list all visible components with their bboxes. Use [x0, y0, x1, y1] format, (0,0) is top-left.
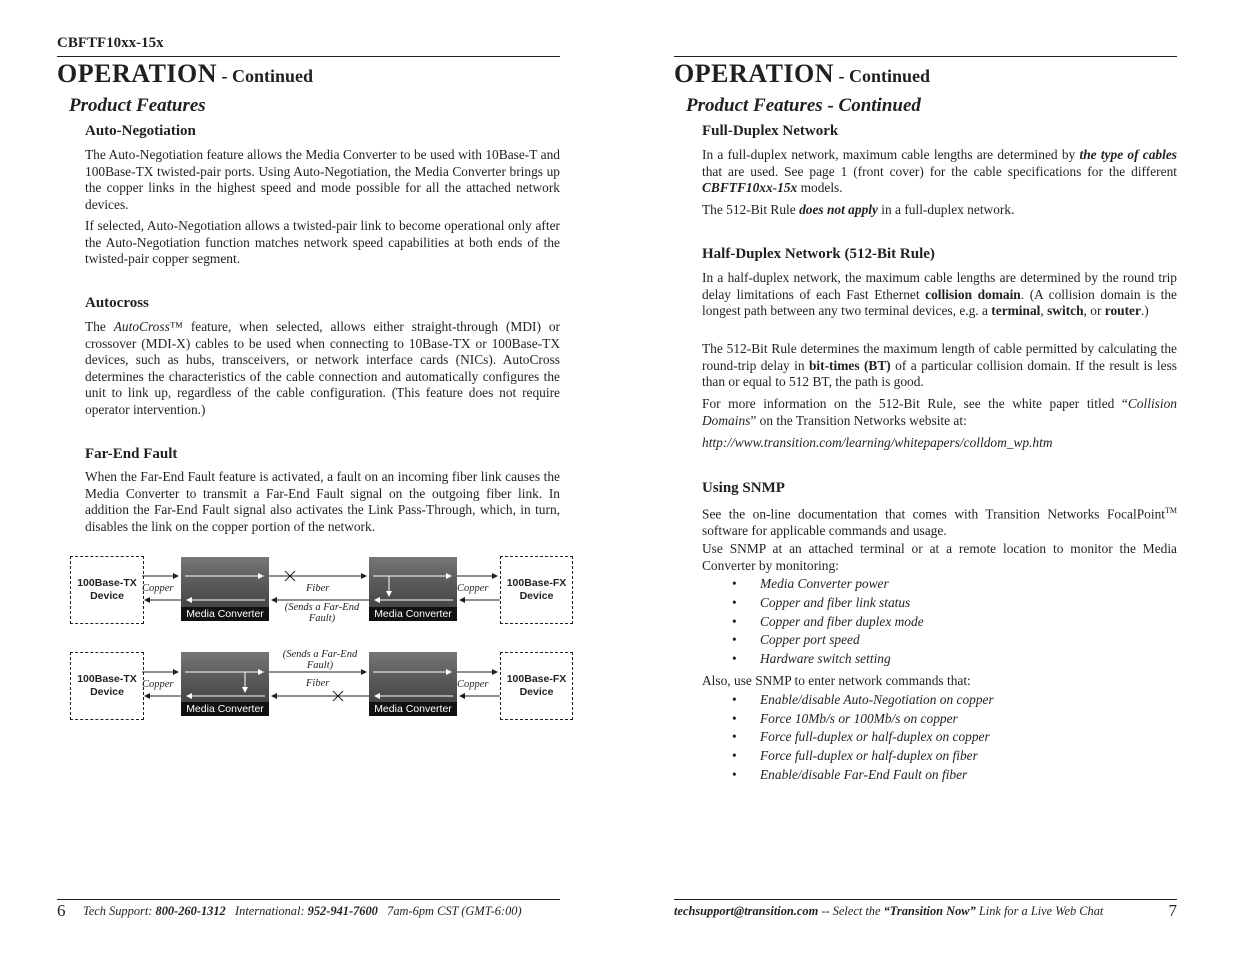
- page-number: 6: [57, 901, 66, 920]
- autocross-text-b: feature, when selected, allows either straight-through (MDI) or crossover (MDI-X) cables to be used when connecting to 10Base-TX or 100Base-TX devices, such as hubs, transceivers, or network interface cards (NICs). AutoCross determines the characteristics of the cable connection and automatically configures the unit to link up, regardless of the cable configuration. (This feature does not require operator intervention.): [85, 319, 560, 417]
- hd3-title: Collision Domains: [702, 396, 1177, 428]
- model-number: CBFTF10xx-15x: [57, 35, 164, 51]
- footer-rule: [57, 899, 560, 900]
- page-number: 7: [1168, 901, 1177, 920]
- media-converter-label: Media Converter: [369, 607, 457, 621]
- footer-text-b: Link for a Live Web Chat: [975, 904, 1104, 918]
- hd-end: .): [1140, 303, 1149, 318]
- hd-switch: switch: [1047, 303, 1084, 318]
- diagram2-fx-device: 100Base-FX Device: [500, 652, 573, 720]
- diagram1-fx-device: 100Base-FX Device: [500, 556, 573, 624]
- ts-label: Tech Support:: [83, 904, 156, 918]
- hd-collision-domain: collision domain: [925, 286, 1021, 302]
- media-converter-label: Media Converter: [369, 702, 457, 716]
- fd2-text-a: The 512-Bit Rule: [702, 202, 800, 217]
- header-rule: [674, 56, 1177, 57]
- fd-cable-type: the type of cables: [1079, 147, 1177, 162]
- diagram1-fiber: Fiber: [306, 583, 330, 594]
- diagram1-copper-left: Copper: [142, 583, 174, 594]
- media-converter-label: Media Converter: [181, 607, 269, 621]
- list-item-text: Media Converter power: [760, 576, 889, 591]
- list-item-text: Enable/disable Far-End Fault on fiber: [760, 767, 968, 782]
- diagram2-copper-right: Copper: [457, 679, 489, 690]
- hd-text-c: . (A collision domain is the longest path between any two terminal devices, e.g. a: [702, 286, 1177, 318]
- media-converter-label: Media Converter: [181, 702, 269, 716]
- full-duplex-heading: Full-Duplex Network: [702, 123, 839, 139]
- ts-phone: 800-260-1312: [155, 904, 226, 918]
- section-title: Product Features - Continued: [686, 95, 921, 116]
- autocross-heading: Autocross: [85, 295, 149, 311]
- intl-label: International:: [225, 904, 308, 918]
- intl-phone: 952-941-7600: [307, 904, 378, 918]
- fd-model: CBFTF10xx-15x: [702, 180, 798, 195]
- hd2-bit-times: bit-times (BT): [808, 357, 891, 373]
- half-duplex-para-1: [702, 270, 1177, 320]
- hours: 7am-6pm CST (GMT-6:00): [377, 904, 522, 918]
- fd-text-a: In a full-duplex network, maximum cable lengths are determined by: [702, 147, 1080, 162]
- right-page: OPERATION - Continued Product Features - Continued Full-Duplex Network In a full-duplex network, maximum cable lengths are determined by the type of cables that are used. See page 1 (front cover) for the cable specifications for the different CBFTF10xx-15x models. The 512-Bit Rule does not apply in a full-duplex network. Half-Duplex Network (512-Bit Rule) In a half-duplex network, the maximum cable lengths are determined by the round trip delay limitations of each Fast Ethernet collision domain. (A collision domain is the longest path between any two terminal devices, e.g. a terminal, switch, or router.) The 512-Bit Rule determines the maximum length of cable permitted by calculating the round-trip delay in bit-times (BT) of a particular collision domain. If the result is less than or equal to 512 BT, the path is good. For more information on the 512-Bit Rule, see the white paper titled “Collision Domains” on the Transition Networks website at: http://www.transition.com/learning/whitepapers/colldom_wp.htm Using SNMP See the on-line documentation that comes with Transition Networks FocalPoint™ software for applicable commands and usage. Use SNMP at an attached terminal or at a remote location to monitor the Media Converter by monitoring: • Media Converter power • Copper and fiber link status • Copper and fiber duplex mode • Copper port speed • Hardware switch setting Also, use SNMP to enter network commands that: • Enable/disable Auto-Negotiation on copper • Force 10Mb/s or 100Mb/s on copper • Force full-duplex or half-duplex on copper • Force full-duplex or half-duplex on fiber • Enable/disable Far-End Fault on fiber techsupport@transition.com -- Select the “Transition Now” Link for a Live Web Chat 7: [674, 0, 1177, 954]
- list-item-text: Copper port speed: [760, 632, 860, 647]
- support-email[interactable]: techsupport@transition.com: [674, 904, 819, 918]
- auto-negotiation-heading: Auto-Negotiation: [85, 123, 196, 139]
- title-continued: - Continued: [834, 66, 931, 86]
- diagram2-copper-left: Copper: [142, 679, 174, 690]
- tech-support-footer: [83, 904, 522, 919]
- hd-comma: ,: [1040, 303, 1048, 318]
- diagram1-tx-device: 100Base-TX Device: [70, 556, 144, 624]
- fd2-not-apply: does not apply: [799, 202, 878, 217]
- left-page: [57, 0, 567, 954]
- email-footer: [674, 904, 1103, 919]
- full-duplex-para-1: [702, 147, 1177, 197]
- half-duplex-heading: Half-Duplex Network (512-Bit Rule): [702, 246, 935, 262]
- title-continued: - Continued: [217, 66, 314, 86]
- half-duplex-para-3: [702, 396, 1177, 429]
- fd-text-e: models.: [797, 180, 843, 195]
- auto-negotiation-para-2: If selected, Auto-Negotiation allows a twisted-pair link to become operational only after the Auto-Negotiation function matches network speed capabilities at both ends of the twisted-pair copper segment.: [85, 218, 560, 266]
- autocross-term: AutoCross: [113, 319, 170, 334]
- list-item-text: Force full-duplex or half-duplex on fiber: [760, 748, 978, 763]
- autocross-tm: ™: [169, 319, 183, 334]
- list-item-text: Copper and fiber duplex mode: [760, 614, 924, 629]
- diagram1-sends-fault: (Sends a Far-End Fault): [284, 602, 360, 624]
- hd2-text-a: The 512-Bit Rule determines the maximum length of cable permitted by calculating the round-trip delay in: [702, 341, 1177, 373]
- hd-or: , or: [1083, 303, 1105, 318]
- hd-terminal: terminal: [991, 303, 1041, 318]
- diagram2-fiber: Fiber: [306, 678, 330, 689]
- hd3-text-c: ” on the Transition Networks website at:: [750, 412, 967, 428]
- list-item-text: Enable/disable Auto-Negotiation on copper: [760, 692, 994, 707]
- full-duplex-para-2: [702, 202, 1177, 219]
- snmp-text-b: software for applicable commands and usage.: [702, 522, 947, 538]
- snmp-para-3: Also, use SNMP to enter network commands that:: [702, 673, 971, 688]
- snmp-text-a: See the on-line documentation that comes with Transition Networks FocalPoint: [702, 506, 1165, 522]
- snmp-para-1: [702, 503, 1177, 539]
- list-item-text: Hardware switch setting: [760, 651, 891, 666]
- page-title: [674, 59, 930, 91]
- diagram-lines: [57, 0, 560, 954]
- footer-text-a: -- Select the: [818, 904, 884, 918]
- list-item-text: Copper and fiber link status: [760, 595, 911, 610]
- snmp-heading: Using SNMP: [702, 480, 785, 496]
- transition-now-link[interactable]: “Transition Now”: [883, 904, 976, 918]
- white-paper-url[interactable]: http://www.transition.com/learning/whitepapers/colldom_wp.htm: [702, 435, 1053, 450]
- fd-text-c: that are used. See page 1 (front cover) for the cable specifications for the different: [702, 163, 1177, 179]
- section-title: Product Features: [69, 95, 206, 116]
- diagram2-tx-device: 100Base-TX Device: [70, 652, 144, 720]
- hd2-text-c: of a particular collision domain. If the result is less than or equal to 512 BT, the path is good.: [702, 357, 1177, 389]
- list-item-text: Force 10Mb/s or 100Mb/s on copper: [760, 711, 958, 726]
- fd2-text-c: in a full-duplex network.: [877, 202, 1015, 217]
- far-end-fault-heading: Far-End Fault: [85, 446, 178, 462]
- diagram1-copper-right: Copper: [457, 583, 489, 594]
- hd-text-a: In a half-duplex network, the maximum cable lengths are determined by the round trip delay limitations of each Fast Ethernet: [702, 270, 1177, 302]
- autocross-text-a: The: [85, 319, 114, 334]
- auto-negotiation-para-1: The Auto-Negotiation feature allows the Media Converter to be used with 10Base-T and 100Base-TX twisted-pair ports. Using Auto-Negotiation, the Media Converter brings up the copper links in the highest speed and mode possible for all the attached network devices.: [85, 147, 560, 212]
- snmp-tm: TM: [1165, 506, 1177, 515]
- hd3-text-a: For more information on the 512-Bit Rule, see the white paper titled “: [702, 396, 1128, 411]
- diagram2-sends-fault: (Sends a Far-End Fault): [282, 649, 358, 671]
- footer-rule: [674, 899, 1177, 900]
- half-duplex-para-2: [702, 341, 1177, 391]
- title-main: OPERATION: [57, 59, 218, 88]
- title-main: OPERATION: [674, 59, 835, 88]
- far-end-fault-para: When the Far-End Fault feature is activated, a fault on an incoming fiber link causes the Media Converter to transmit a Far-End Fault signal on the outgoing fiber link. In addition the Far-End Fault signal also activates the Link Pass-Through, which, in turn, disables the link on the copper portion of the network.: [85, 469, 560, 534]
- hd-router: router: [1104, 303, 1141, 318]
- list-item-text: Force full-duplex or half-duplex on copper: [760, 729, 990, 744]
- snmp-para-2: Use SNMP at an attached terminal or at a remote location to monitor the Media Converter by monitoring:: [702, 541, 1177, 573]
